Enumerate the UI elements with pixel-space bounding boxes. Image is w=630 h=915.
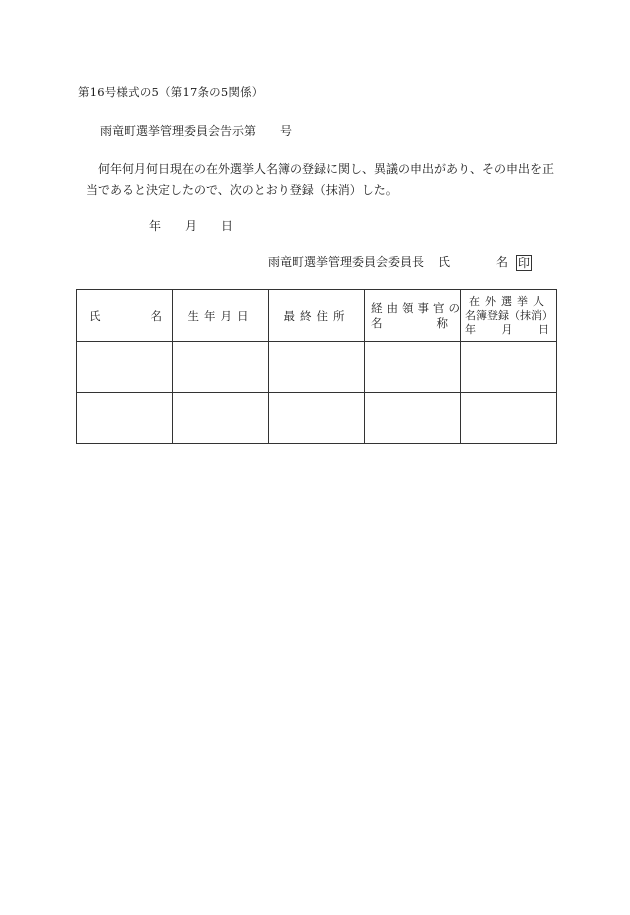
cell-birthdate [173,393,269,444]
notice-body-line-2: 当であると決定したので、次のとおり登録（抹消）した。 [86,183,398,197]
header-last-address-label: 最終住所 [283,308,350,323]
cell-overseas-registration [461,393,557,444]
header-name-part-1: 氏 [89,308,101,323]
signature-line [268,253,532,271]
cell-name [77,342,173,393]
header-overseas-line-1: 在外選挙人 [469,294,549,308]
name-label-mei: 名 [496,255,509,269]
header-overseas-year: 年 [465,322,476,336]
date-month-label: 月 [185,219,198,233]
table-header-row [77,290,557,342]
cell-name [77,393,173,444]
form-number-label: 第16号様式の5（第17条の5関係） [78,85,264,99]
header-name-part-2: 名 [150,308,162,323]
cell-overseas-registration [461,342,557,393]
header-overseas-registration [461,290,557,342]
header-birthdate [173,290,269,342]
header-birthdate-label: 生年月日 [187,308,254,323]
header-overseas-line-2: 名簿登録（抹消） [465,308,553,322]
notice-heading-suffix: 号 [280,124,293,138]
notice-body [86,159,556,201]
table-row [77,393,557,444]
name-label-uji: 氏 [438,255,451,269]
header-name [77,290,173,342]
notice-heading-prefix: 雨竜町選挙管理委員会告示第 [100,124,257,138]
header-consul-line-2b: 称 [436,315,448,330]
date-line [149,217,233,234]
cell-birthdate [173,342,269,393]
header-overseas-month: 月 [501,322,513,336]
header-consul-line-1: 経由領事官の [371,300,464,315]
seal-mark: 印 [518,255,531,270]
date-year-label: 年 [149,219,162,233]
register-table [76,289,557,444]
cell-last-address [269,393,365,444]
cell-consul [365,393,461,444]
cell-consul [365,342,461,393]
header-last-address [269,290,365,342]
header-consul [365,290,464,342]
date-day-label: 日 [221,219,234,233]
header-consul-line-2a: 名 [371,315,383,330]
table-row [77,342,557,393]
header-overseas-day: 日 [538,322,549,336]
notice-heading [100,122,292,139]
cell-last-address [269,342,365,393]
notice-body-line-1: 何年何月何日現在の在外選挙人名簿の登録に関し、異議の申出があり、その申出を正 [98,162,555,176]
chairperson-title: 雨竜町選挙管理委員会委員長 [268,255,425,269]
